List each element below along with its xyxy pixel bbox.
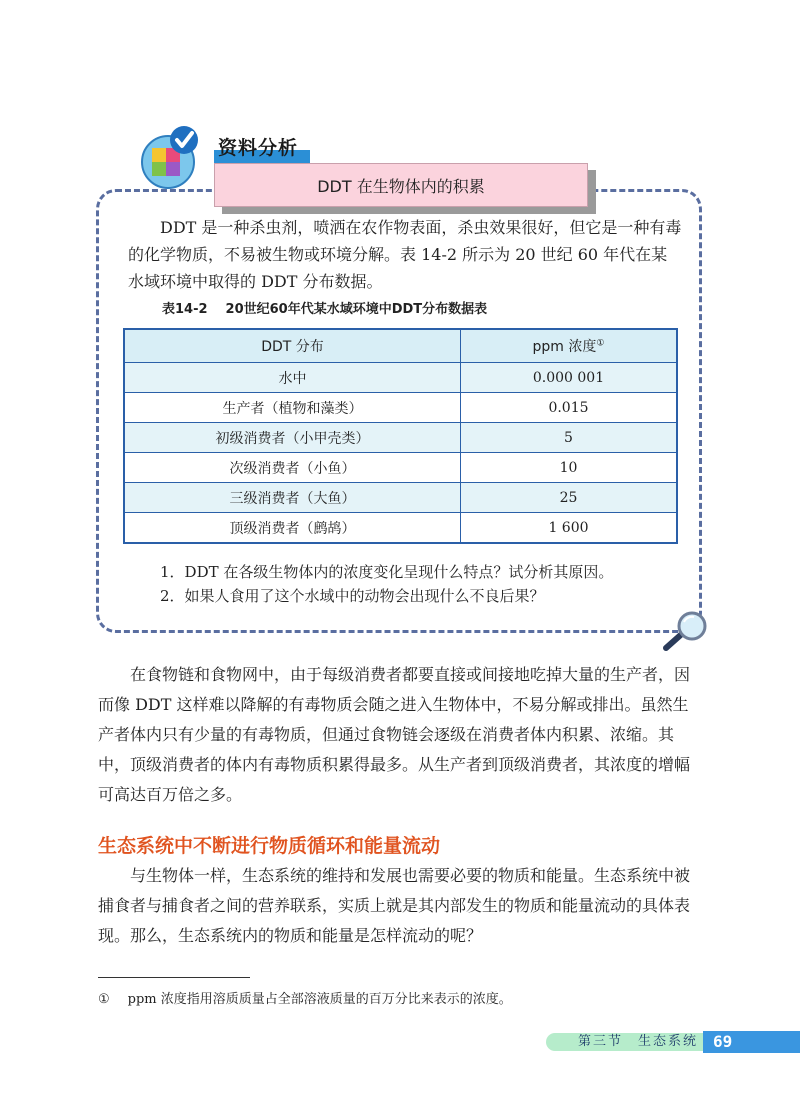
- body-paragraph-food-chain: 在食物链和食物网中，由于每级消费者都要直接或间接地吃掉大量的生产者，因而像 DDT 这样难以降解的有毒物质会随之进入生物体中，不易分解或排出。虽然生产者体内只有少量的有毒物质，但通过食物链会逐级在消费者体内积累、浓缩。其中，顶级消费者的体内有毒物质积累得最多。从生产者到顶级消费者，其浓度的增幅可高达百万倍之多。: [98, 665, 691, 804]
- footnote: [98, 988, 512, 1007]
- footnote-ref: ①: [596, 338, 605, 349]
- row-name: 水中: [124, 363, 461, 393]
- footnote-mark: ①: [98, 992, 110, 1007]
- table-header-concentration-label: ppm 浓度: [532, 339, 597, 355]
- page-number: 69: [703, 1031, 800, 1053]
- row-value: 5: [461, 423, 678, 453]
- table-header-concentration: [461, 329, 678, 363]
- row-name: 初级消费者（小甲壳类）: [124, 423, 461, 453]
- table-row: [124, 423, 677, 453]
- puzzle-check-icon: [136, 118, 210, 192]
- question-item: 1．DDT 在各级生物体内的浓度变化呈现什么特点？试分析其原因。: [160, 563, 614, 581]
- table-caption: [162, 298, 487, 317]
- magnifier-icon: [660, 610, 710, 654]
- row-name: 次级消费者（小鱼）: [124, 453, 461, 483]
- row-name: 生产者（植物和藻类）: [124, 393, 461, 423]
- table-row: [124, 393, 677, 423]
- row-name: 顶级消费者（鹧鸪）: [124, 513, 461, 544]
- question-list: [160, 560, 613, 608]
- section-heading: 生态系统中不断进行物质循环和能量流动: [98, 835, 441, 857]
- topic-title: DDT 在生物体内的积累: [214, 163, 588, 207]
- ddt-distribution-table: [123, 328, 678, 544]
- row-value: 1 600: [461, 513, 678, 544]
- table-row: [124, 483, 677, 513]
- question-item: 2．如果人食用了这个水域中的动物会出现什么不良后果？: [160, 587, 545, 605]
- footer-section-label: 第三节 生态系统: [578, 1034, 699, 1049]
- row-value: 25: [461, 483, 678, 513]
- table-row: [124, 513, 677, 544]
- intro-paragraph: DDT 是一种杀虫剂，喷洒在农作物表面，杀虫效果很好，但它是一种有毒的化学物质，不易被生物或环境分解。表 14-2 所示为 20 世纪 60 年代在某水域环境中取得的 DDT 分布数据。: [128, 218, 682, 291]
- table-row: [124, 363, 677, 393]
- row-value: 10: [461, 453, 678, 483]
- section-badge-title: 资料分析: [218, 137, 299, 159]
- table-caption-number: 表14-2: [162, 302, 208, 317]
- footnote-divider: [98, 977, 250, 978]
- table-caption-title: 20世纪60年代某水域环境中DDT分布数据表: [225, 302, 488, 317]
- body-paragraph-energy-flow: 与生物体一样，生态系统的维持和发展也需要必要的物质和能量。生态系统中被捕食者与捕食者之间的营养联系，实质上就是其内部发生的物质和能量流动的具体表现。那么，生态系统内的物质和能量是怎样流动的呢？: [98, 866, 691, 945]
- table-row: [124, 453, 677, 483]
- footnote-text: ppm 浓度指用溶质质量占全部溶液质量的百万分比来表示的浓度。: [127, 992, 512, 1007]
- row-name: 三级消费者（大鱼）: [124, 483, 461, 513]
- row-value: 0.015: [461, 393, 678, 423]
- table-header-distribution: DDT 分布: [124, 329, 461, 363]
- row-value: 0.000 001: [461, 363, 678, 393]
